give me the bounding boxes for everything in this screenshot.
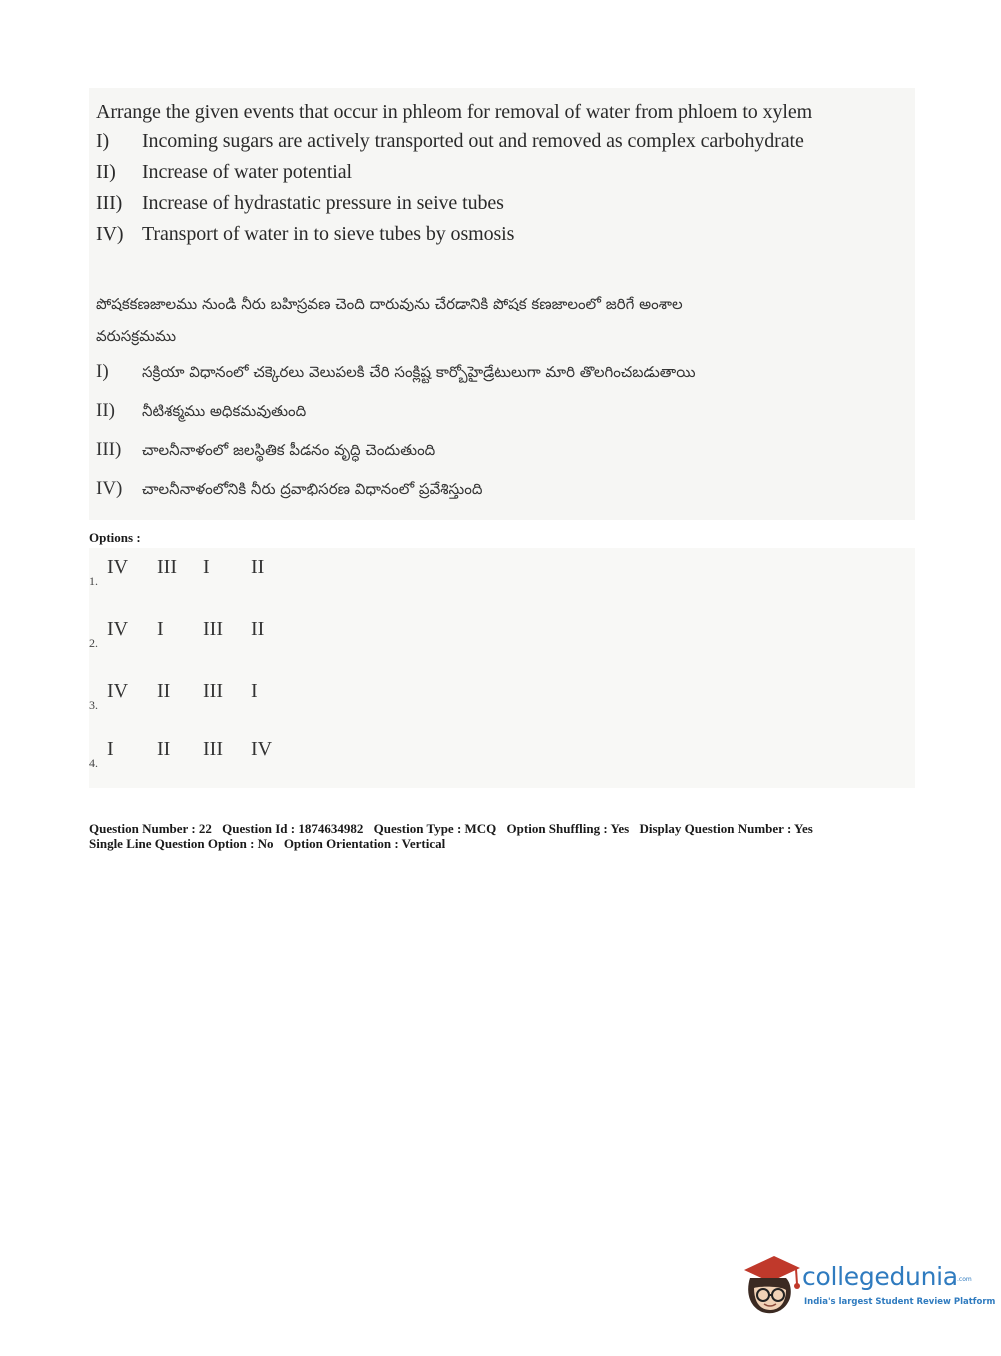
event-item-te: [96, 352, 886, 391]
question-stem-te-line1: పోషకకణజాలము నుండి నీరు బహిస్రవణ చెంది దారువును చేరడానికి పోషక కణజాలంలో జరిగే అంశాల: [96, 295, 683, 313]
option-value: IV: [107, 618, 129, 640]
option-value: IV: [107, 680, 129, 702]
question-type: Question Type : MCQ: [373, 821, 497, 836]
option-value: III: [157, 556, 177, 578]
metadata-line-1: [89, 821, 909, 836]
brand-domain: .com: [957, 1276, 972, 1283]
question-telugu: [96, 288, 886, 508]
item-number: I): [96, 361, 109, 382]
event-item-te: [96, 430, 886, 469]
item-number: I): [96, 130, 110, 152]
option-number: 1.: [89, 574, 98, 588]
mascot-icon: [740, 1250, 802, 1316]
option-value: III: [203, 618, 223, 640]
option-value: III: [203, 738, 223, 760]
brand-tagline: India's largest Student Review Platform: [804, 1297, 996, 1307]
item-text: సక్రియా విధానంలో చక్కెరలు వెలుపలకి చేరి సంక్లిష్ట కార్బోహైడ్రేటులుగా మారి తొలగించబడుతాయి: [142, 363, 696, 381]
question-english: [96, 98, 876, 250]
item-text: Increase of hydrastatic pressure in seive tubes: [142, 192, 504, 214]
option-value: III: [203, 680, 223, 702]
item-text: చాలనీనాళంలో జలస్థితిక పీడనం వృద్ధి చెందుతుంది: [142, 441, 436, 459]
option-value: IV: [107, 556, 129, 578]
option-value: II: [157, 738, 171, 760]
option-value: II: [157, 680, 171, 702]
event-item-te: [96, 469, 886, 508]
option-value: IV: [251, 738, 273, 760]
option-orientation: Option Orientation : Vertical: [283, 836, 446, 851]
option-number: 4.: [89, 756, 98, 770]
option-number: 2.: [89, 636, 98, 650]
question-metadata: [89, 821, 909, 851]
options-label: Options :: [89, 530, 141, 545]
item-text: Increase of water potential: [142, 161, 352, 183]
event-item-en: [96, 157, 876, 188]
item-number: IV): [96, 223, 124, 245]
item-number: IV): [96, 478, 123, 499]
option-value: I: [203, 556, 210, 578]
option-value: I: [157, 618, 164, 640]
item-number: II): [96, 161, 116, 183]
item-text: Incoming sugars are actively transported out and removed as complex carbohydrate: [142, 130, 804, 152]
event-item-en: [96, 126, 876, 157]
question-number: Question Number : 22: [89, 821, 212, 836]
option-number: 3.: [89, 698, 98, 712]
option-value: I: [107, 738, 114, 760]
metadata-line-2: [89, 836, 909, 851]
item-number: III): [96, 439, 122, 460]
question-id: Question Id : 1874634982: [222, 821, 364, 836]
event-item-en: [96, 219, 876, 250]
option-value: II: [251, 618, 265, 640]
option-value: II: [251, 556, 265, 578]
option-value: I: [251, 680, 258, 702]
display-question-number: Display Question Number : Yes: [639, 821, 813, 836]
brand-name: collegedunia: [802, 1262, 958, 1291]
event-item-te: [96, 391, 886, 430]
single-line-question-option: Single Line Question Option : No: [89, 836, 274, 851]
item-number: II): [96, 400, 115, 421]
question-stem-en: Arrange the given events that occur in phleom for removal of water from phloem to xylem: [96, 101, 813, 123]
collegedunia-logo[interactable]: [740, 1250, 996, 1320]
item-text: Transport of water in to sieve tubes by osmosis: [142, 223, 515, 245]
item-number: III): [96, 192, 123, 214]
item-text: చాలనీనాళంలోనికి నీరు ద్రవాభిసరణ విధానంలో ప్రవేశిస్తుంది: [142, 480, 483, 498]
option-shuffling: Option Shuffling : Yes: [506, 821, 630, 836]
item-text: నీటిశక్మము అధికమవుతుంది: [142, 402, 307, 420]
event-item-en: [96, 188, 876, 219]
question-stem-te-line2: వరుసక్రమము: [96, 327, 177, 345]
